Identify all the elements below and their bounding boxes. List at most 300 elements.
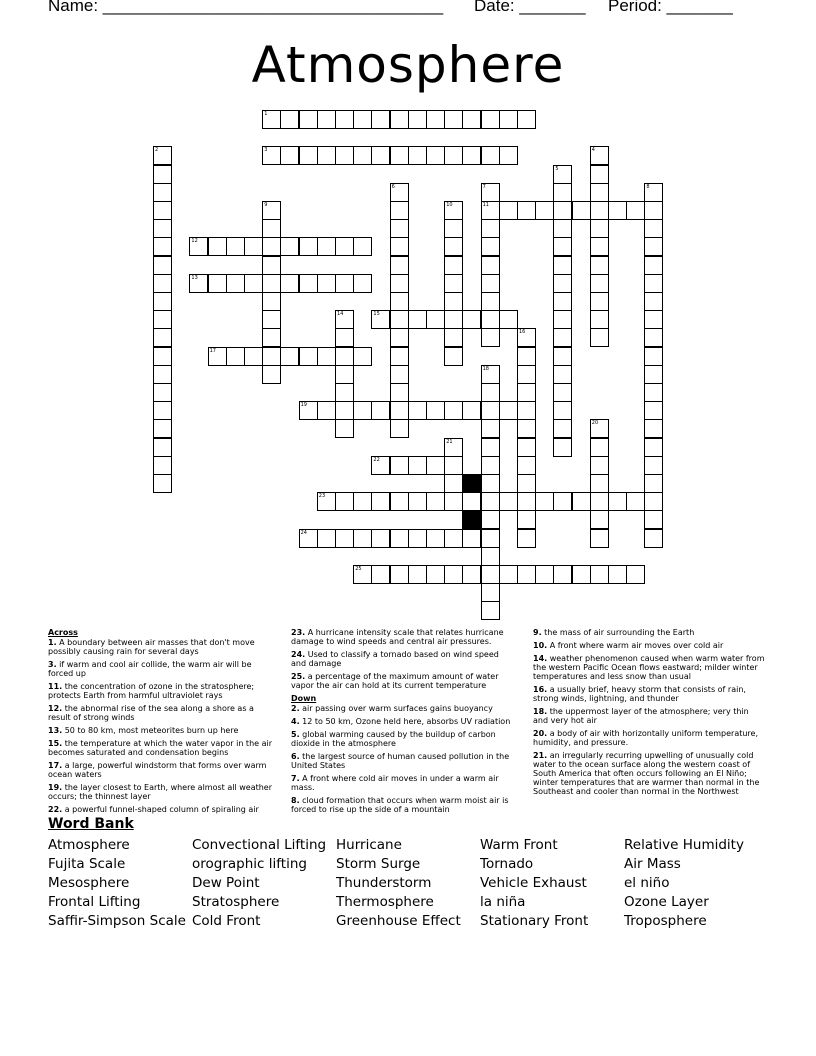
grid-cell[interactable]	[481, 183, 500, 202]
grid-cell[interactable]	[644, 383, 663, 402]
grid-cell[interactable]	[644, 438, 663, 457]
grid-cell[interactable]	[390, 419, 409, 438]
grid-cell[interactable]	[590, 274, 609, 293]
clue-number: 22	[373, 456, 380, 463]
grid-cell[interactable]	[335, 237, 354, 256]
grid-cell[interactable]	[481, 419, 500, 438]
grid-cell[interactable]	[317, 401, 336, 420]
grid-cell[interactable]	[644, 328, 663, 347]
grid-cell[interactable]	[280, 237, 299, 256]
grid-cell[interactable]	[390, 110, 409, 129]
grid-cell[interactable]	[153, 365, 172, 384]
word-bank-item: Dew Point	[192, 875, 260, 891]
grid-cell[interactable]	[626, 565, 645, 584]
grid-cell[interactable]	[299, 237, 318, 256]
across-clue	[48, 739, 273, 757]
clue-text: a percentage of the maximum amount of water vapor the air can hold at its current temperature	[291, 672, 499, 690]
grid-cell[interactable]	[572, 565, 591, 584]
grid-cell[interactable]	[590, 310, 609, 329]
grid-cell[interactable]	[444, 474, 463, 493]
grid-cell[interactable]	[553, 438, 572, 457]
grid-cell[interactable]	[644, 419, 663, 438]
grid-cell[interactable]	[335, 419, 354, 438]
grid-cell[interactable]	[153, 310, 172, 329]
down-clue	[533, 628, 765, 637]
grid-cell[interactable]	[153, 237, 172, 256]
grid-cell[interactable]	[371, 492, 390, 511]
grid-cell[interactable]	[353, 274, 372, 293]
grid-cell[interactable]	[153, 438, 172, 457]
grid-cell[interactable]	[262, 237, 281, 256]
grid-cell[interactable]	[481, 438, 500, 457]
grid-cell[interactable]	[153, 201, 172, 220]
word-bank-item: el niño	[624, 875, 670, 891]
grid-cell[interactable]	[535, 492, 554, 511]
grid-cell[interactable]	[644, 237, 663, 256]
grid-cell[interactable]	[535, 565, 554, 584]
grid-cell[interactable]	[299, 401, 318, 420]
grid-cell[interactable]	[608, 565, 627, 584]
clue-number: 25.	[291, 672, 306, 681]
grid-cell[interactable]	[262, 201, 281, 220]
grid-cell[interactable]	[644, 474, 663, 493]
grid-cell[interactable]	[371, 110, 390, 129]
grid-cell[interactable]	[317, 237, 336, 256]
grid-cell[interactable]	[189, 274, 208, 293]
grid-cell[interactable]	[553, 201, 572, 220]
grid-cell[interactable]	[608, 201, 627, 220]
grid-cell[interactable]	[208, 274, 227, 293]
grid-cell[interactable]	[390, 201, 409, 220]
clue-number: 20.	[533, 729, 548, 738]
grid-cell[interactable]	[444, 219, 463, 238]
grid-cell[interactable]	[553, 237, 572, 256]
grid-cell[interactable]	[517, 110, 536, 129]
grid-cell[interactable]	[371, 401, 390, 420]
grid-cell[interactable]	[590, 237, 609, 256]
grid-cell[interactable]	[426, 401, 445, 420]
grid-cell[interactable]	[299, 274, 318, 293]
grid-cell[interactable]	[353, 401, 372, 420]
date-field[interactable]: Date: _______	[474, 0, 586, 15]
grid-cell[interactable]	[335, 310, 354, 329]
grid-cell[interactable]	[371, 529, 390, 548]
grid-cell[interactable]	[481, 547, 500, 566]
grid-cell[interactable]	[644, 292, 663, 311]
clue-number: 1	[264, 111, 268, 117]
grid-cell[interactable]	[444, 146, 463, 165]
grid-cell[interactable]	[262, 347, 281, 366]
grid-cell[interactable]	[590, 510, 609, 529]
grid-cell[interactable]	[262, 219, 281, 238]
across-clue	[291, 628, 516, 646]
grid-cell[interactable]	[590, 256, 609, 275]
grid-cell[interactable]	[153, 165, 172, 184]
grid-cell[interactable]	[244, 237, 263, 256]
grid-cell[interactable]	[153, 401, 172, 420]
grid-cell[interactable]	[644, 347, 663, 366]
period-field[interactable]: Period: _______	[608, 0, 733, 15]
grid-cell[interactable]	[335, 365, 354, 384]
grid-cell[interactable]	[390, 183, 409, 202]
grid-cell[interactable]	[335, 529, 354, 548]
grid-cell[interactable]	[317, 110, 336, 129]
clue-number: 21	[446, 438, 453, 445]
grid-cell[interactable]	[153, 419, 172, 438]
grid-cell[interactable]	[590, 492, 609, 511]
grid-cell[interactable]	[317, 347, 336, 366]
grid-cell[interactable]	[499, 310, 518, 329]
grid-cell[interactable]	[153, 183, 172, 202]
grid-cell[interactable]	[462, 310, 481, 329]
grid-cell[interactable]	[590, 456, 609, 475]
grid-cell[interactable]	[390, 529, 409, 548]
grid-cell[interactable]	[590, 292, 609, 311]
across-clue	[48, 704, 273, 722]
grid-cell[interactable]	[153, 292, 172, 311]
grid-cell[interactable]	[590, 183, 609, 202]
grid-cell[interactable]	[553, 256, 572, 275]
grid-cell[interactable]	[553, 401, 572, 420]
grid-cell[interactable]	[481, 219, 500, 238]
clue-number: 15.	[48, 739, 63, 748]
grid-cell[interactable]	[153, 146, 172, 165]
grid-cell[interactable]	[390, 383, 409, 402]
grid-cell[interactable]	[481, 365, 500, 384]
grid-cell[interactable]	[553, 310, 572, 329]
grid-cell[interactable]	[408, 401, 427, 420]
grid-cell[interactable]	[626, 492, 645, 511]
grid-cell[interactable]	[553, 328, 572, 347]
grid-cell[interactable]	[553, 292, 572, 311]
grid-cell[interactable]	[390, 456, 409, 475]
grid-cell[interactable]	[462, 146, 481, 165]
grid-cell[interactable]	[481, 110, 500, 129]
word-bank-item: Cold Front	[192, 913, 261, 929]
grid-cell[interactable]	[280, 146, 299, 165]
grid-cell[interactable]	[262, 365, 281, 384]
grid-cell[interactable]	[608, 492, 627, 511]
name-field[interactable]: Name: ____________________________________	[48, 0, 444, 15]
grid-cell[interactable]	[444, 201, 463, 220]
grid-cell[interactable]	[481, 292, 500, 311]
grid-cell[interactable]	[371, 146, 390, 165]
grid-cell[interactable]	[444, 237, 463, 256]
grid-cell[interactable]	[462, 529, 481, 548]
grid-cell[interactable]	[390, 565, 409, 584]
grid-cell[interactable]	[390, 256, 409, 275]
grid-cell[interactable]	[262, 328, 281, 347]
grid-cell[interactable]	[208, 347, 227, 366]
grid-cell[interactable]	[517, 401, 536, 420]
grid-cell[interactable]	[644, 310, 663, 329]
grid-cell[interactable]	[517, 438, 536, 457]
grid-cell[interactable]	[481, 201, 500, 220]
grid-cell[interactable]	[481, 474, 500, 493]
grid-cell[interactable]	[444, 292, 463, 311]
grid-cell[interactable]	[353, 237, 372, 256]
grid-cell[interactable]	[390, 146, 409, 165]
grid-cell[interactable]	[262, 274, 281, 293]
grid-cell[interactable]	[335, 110, 354, 129]
grid-cell[interactable]	[262, 256, 281, 275]
grid-cell[interactable]	[499, 201, 518, 220]
grid-cell[interactable]	[553, 419, 572, 438]
grid-cell[interactable]	[280, 110, 299, 129]
clue-column-1	[48, 628, 273, 818]
grid-cell[interactable]	[553, 565, 572, 584]
grid-cell[interactable]	[390, 274, 409, 293]
grid-cell[interactable]	[590, 146, 609, 165]
grid-cell[interactable]	[226, 237, 245, 256]
clue-number: 12	[191, 238, 198, 245]
grid-cell[interactable]	[262, 110, 281, 129]
word-bank-item: Stratosphere	[192, 894, 280, 910]
grid-cell[interactable]	[390, 347, 409, 366]
grid-cell[interactable]	[335, 492, 354, 511]
clue-text: air passing over warm surfaces gains buoyancy	[299, 704, 493, 713]
grid-cell[interactable]	[553, 183, 572, 202]
grid-cell[interactable]	[517, 419, 536, 438]
grid-cell[interactable]	[517, 456, 536, 475]
grid-cell[interactable]	[481, 146, 500, 165]
grid-cell[interactable]	[517, 474, 536, 493]
grid-cell[interactable]	[189, 237, 208, 256]
grid-cell[interactable]	[517, 328, 536, 347]
grid-cell[interactable]	[299, 347, 318, 366]
grid-cell[interactable]	[481, 328, 500, 347]
grid-cell[interactable]	[517, 201, 536, 220]
grid-cell[interactable]	[644, 529, 663, 548]
grid-cell[interactable]	[481, 529, 500, 548]
grid-cell[interactable]	[644, 492, 663, 511]
grid-cell[interactable]	[390, 310, 409, 329]
grid-cell[interactable]	[481, 456, 500, 475]
grid-cell[interactable]	[299, 110, 318, 129]
grid-cell[interactable]	[444, 310, 463, 329]
grid-cell[interactable]	[444, 274, 463, 293]
grid-cell[interactable]	[426, 565, 445, 584]
grid-cell[interactable]	[390, 328, 409, 347]
grid-cell[interactable]	[444, 438, 463, 457]
grid-cell[interactable]	[590, 219, 609, 238]
grid-cell[interactable]	[153, 274, 172, 293]
grid-cell[interactable]	[462, 565, 481, 584]
clue-column-2	[291, 628, 516, 818]
grid-cell[interactable]	[353, 347, 372, 366]
grid-cell[interactable]	[572, 492, 591, 511]
grid-cell[interactable]	[390, 237, 409, 256]
grid-cell[interactable]	[481, 510, 500, 529]
grid-cell[interactable]	[408, 565, 427, 584]
grid-cell[interactable]	[317, 146, 336, 165]
grid-cell[interactable]	[499, 492, 518, 511]
grid-cell[interactable]	[153, 474, 172, 493]
grid-cell[interactable]	[499, 110, 518, 129]
grid-cell[interactable]	[644, 274, 663, 293]
grid-cell[interactable]	[517, 492, 536, 511]
grid-cell[interactable]	[299, 529, 318, 548]
grid-cell[interactable]	[408, 310, 427, 329]
grid-cell[interactable]	[644, 365, 663, 384]
grid-cell[interactable]	[153, 347, 172, 366]
grid-cell[interactable]	[317, 492, 336, 511]
grid-cell[interactable]	[590, 165, 609, 184]
grid-cell[interactable]	[444, 256, 463, 275]
grid-cell[interactable]	[644, 510, 663, 529]
grid-cell[interactable]	[626, 201, 645, 220]
across-clue	[48, 761, 273, 779]
grid-cell[interactable]	[444, 565, 463, 584]
grid-cell[interactable]	[517, 365, 536, 384]
grid-cell[interactable]	[426, 529, 445, 548]
grid-cell[interactable]	[553, 274, 572, 293]
grid-cell[interactable]	[408, 456, 427, 475]
grid-cell[interactable]	[462, 110, 481, 129]
grid-cell[interactable]	[390, 492, 409, 511]
grid-cell[interactable]	[517, 529, 536, 548]
grid-cell[interactable]	[481, 583, 500, 602]
grid-cell[interactable]	[590, 201, 609, 220]
grid-cell[interactable]	[481, 383, 500, 402]
grid-cell[interactable]	[444, 328, 463, 347]
grid-cell[interactable]	[481, 401, 500, 420]
grid-cell[interactable]	[481, 310, 500, 329]
grid-cell[interactable]	[553, 383, 572, 402]
word-bank-item: Frontal Lifting	[48, 894, 141, 910]
grid-cell[interactable]	[644, 401, 663, 420]
grid-cell[interactable]	[499, 146, 518, 165]
clue-number: 23	[318, 493, 326, 500]
grid-cell[interactable]	[335, 347, 354, 366]
clue-number: 9	[264, 202, 268, 208]
grid-cell[interactable]	[499, 565, 518, 584]
grid-cell[interactable]	[371, 565, 390, 584]
grid-cell[interactable]	[153, 456, 172, 475]
grid-cell[interactable]	[590, 419, 609, 438]
grid-cell[interactable]	[444, 110, 463, 129]
grid-cell[interactable]	[481, 565, 500, 584]
grid-cell[interactable]	[280, 347, 299, 366]
grid-cell[interactable]	[299, 146, 318, 165]
grid-cell[interactable]	[644, 456, 663, 475]
grid-cell[interactable]	[553, 347, 572, 366]
grid-cell[interactable]	[572, 201, 591, 220]
grid-cell[interactable]	[408, 146, 427, 165]
grid-cell[interactable]	[444, 347, 463, 366]
grid-cell[interactable]	[208, 237, 227, 256]
grid-cell[interactable]	[280, 274, 299, 293]
grid-cell[interactable]	[481, 492, 500, 511]
grid-cell[interactable]	[335, 274, 354, 293]
grid-cell[interactable]	[517, 565, 536, 584]
grid-cell[interactable]	[153, 328, 172, 347]
grid-cell[interactable]	[517, 383, 536, 402]
grid-cell[interactable]	[481, 256, 500, 275]
grid-cell[interactable]	[444, 529, 463, 548]
word-bank-item: Thunderstorm	[336, 875, 432, 891]
grid-cell[interactable]	[535, 201, 554, 220]
clue-number: 4.	[291, 717, 300, 726]
grid-cell[interactable]	[335, 146, 354, 165]
grid-cell[interactable]	[262, 310, 281, 329]
grid-cell[interactable]	[590, 328, 609, 347]
grid-cell[interactable]	[644, 219, 663, 238]
grid-cell[interactable]	[335, 328, 354, 347]
grid-cell[interactable]	[426, 146, 445, 165]
grid-cell[interactable]	[426, 310, 445, 329]
grid-cell[interactable]	[244, 274, 263, 293]
grid-cell[interactable]	[644, 183, 663, 202]
grid-cell[interactable]	[153, 219, 172, 238]
grid-cell[interactable]	[153, 383, 172, 402]
grid-cell[interactable]	[462, 401, 481, 420]
grid-cell[interactable]	[390, 401, 409, 420]
grid-cell[interactable]	[262, 292, 281, 311]
grid-cell[interactable]	[353, 110, 372, 129]
grid-cell[interactable]	[590, 529, 609, 548]
grid-cell[interactable]	[426, 456, 445, 475]
grid-cell[interactable]	[553, 165, 572, 184]
grid-cell[interactable]	[353, 492, 372, 511]
grid-cell[interactable]	[226, 274, 245, 293]
grid-cell[interactable]	[390, 365, 409, 384]
grid-cell[interactable]	[353, 529, 372, 548]
grid-cell[interactable]	[444, 401, 463, 420]
grid-cell[interactable]	[335, 401, 354, 420]
grid-cell[interactable]	[408, 110, 427, 129]
grid-cell[interactable]	[317, 274, 336, 293]
grid-cell[interactable]	[353, 565, 372, 584]
grid-cell[interactable]	[590, 565, 609, 584]
grid-cell[interactable]	[353, 146, 372, 165]
clue-number: 14	[337, 311, 344, 318]
grid-cell[interactable]	[553, 492, 572, 511]
grid-cell[interactable]	[590, 438, 609, 457]
grid-cell[interactable]	[517, 510, 536, 529]
grid-cell[interactable]	[644, 256, 663, 275]
grid-cell[interactable]	[371, 310, 390, 329]
grid-cell[interactable]	[481, 237, 500, 256]
grid-cell[interactable]	[444, 456, 463, 475]
grid-cell[interactable]	[390, 292, 409, 311]
grid-cell[interactable]	[226, 347, 245, 366]
grid-cell[interactable]	[517, 347, 536, 366]
grid-cell[interactable]	[644, 201, 663, 220]
grid-cell[interactable]	[444, 492, 463, 511]
grid-cell[interactable]	[481, 274, 500, 293]
grid-cell[interactable]	[426, 492, 445, 511]
across-clue	[48, 805, 273, 814]
grid-cell[interactable]	[590, 474, 609, 493]
grid-cell[interactable]	[553, 365, 572, 384]
grid-cell[interactable]	[481, 601, 500, 620]
grid-cell[interactable]	[408, 529, 427, 548]
grid-cell[interactable]	[335, 383, 354, 402]
grid-cell[interactable]	[262, 146, 281, 165]
grid-cell[interactable]	[371, 456, 390, 475]
grid-cell[interactable]	[244, 347, 263, 366]
grid-cell[interactable]	[426, 110, 445, 129]
grid-cell[interactable]	[553, 219, 572, 238]
grid-cell[interactable]	[153, 256, 172, 275]
grid-cell[interactable]	[462, 492, 481, 511]
word-bank-item: Air Mass	[624, 856, 681, 872]
grid-cell[interactable]	[317, 529, 336, 548]
grid-cell[interactable]	[499, 401, 518, 420]
grid-cell[interactable]	[390, 219, 409, 238]
grid-cell[interactable]	[408, 492, 427, 511]
